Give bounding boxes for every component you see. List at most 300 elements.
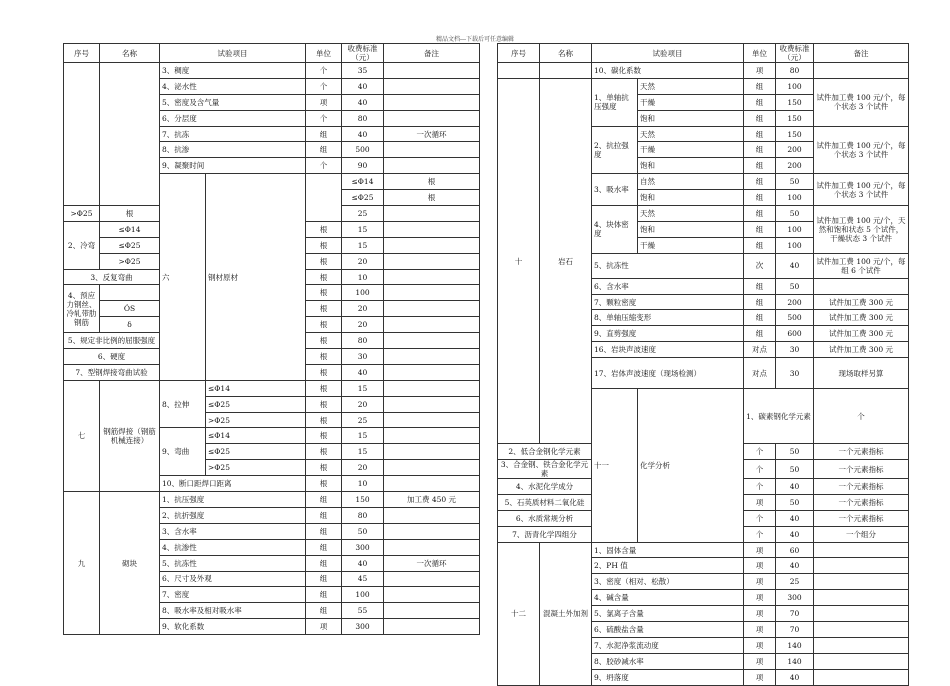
cell-fee: 150 <box>776 126 814 142</box>
cell-unit: 个 <box>744 510 776 526</box>
cell-remark: 加工费 450 元 <box>384 492 480 508</box>
cell-remark: 试件加工费 100 元/个，每个状态 3 个试件 <box>814 174 909 206</box>
cell-index: 7、型钢焊接弯曲试验 <box>64 364 160 380</box>
cell-unit: 根 <box>306 221 342 237</box>
cell-fee: 30 <box>342 349 384 365</box>
cell-fee: 40 <box>776 510 814 526</box>
cell-unit: 组 <box>306 603 342 619</box>
cell-item: 10、断口距焊口距离 <box>160 476 306 492</box>
cell-remark <box>384 603 480 619</box>
cell-fee: 300 <box>342 539 384 555</box>
cell-unit: 组 <box>744 174 776 190</box>
cell-unit: 根 <box>306 364 342 380</box>
cell-fee: 20 <box>342 301 384 317</box>
cell-unit: 组 <box>744 221 776 237</box>
cell-unit: 项 <box>744 542 776 558</box>
cell-item: 3、吸水率 <box>592 174 638 206</box>
cell-remark: 根 <box>384 174 480 190</box>
cell-fee: ≤Φ14 <box>342 174 384 190</box>
cell-item: 8、单轴压缩变形 <box>592 310 744 326</box>
cell-unit: 项 <box>744 622 776 638</box>
cell-fee: 80 <box>342 110 384 126</box>
cell-item: 6、含水率 <box>592 278 744 294</box>
cell-name: 混凝土外加剂 <box>540 542 592 685</box>
cell-index: 6、硬度 <box>64 349 160 365</box>
cell-fee: 70 <box>776 622 814 638</box>
header-index: 序号 <box>64 44 100 63</box>
cell-item: 5、抗冻性 <box>160 555 306 571</box>
cell-item: 5、氯离子含量 <box>592 606 744 622</box>
fee-table-left <box>63 43 480 635</box>
cell-unit: 根 <box>306 380 342 396</box>
cell-remark: 根 <box>384 190 480 206</box>
cell-fee: 150 <box>776 94 814 110</box>
cell-unit: 组 <box>306 142 342 158</box>
cell-unit: 个 <box>744 479 776 495</box>
cell-fee: 50 <box>776 174 814 190</box>
cell-fee: 50 <box>776 460 814 479</box>
cell-item: 8、拉伸 <box>160 380 206 428</box>
cell-fee: 80 <box>776 63 814 79</box>
cell-item: 3、含水率 <box>160 523 306 539</box>
cell-fee: 50 <box>776 206 814 222</box>
cell-item: 1、固体含量 <box>592 542 744 558</box>
cell-remark <box>814 542 909 558</box>
cell-fee: 100 <box>776 237 814 253</box>
cell-remark <box>814 606 909 622</box>
cell-fee: 25 <box>342 412 384 428</box>
cell-remark <box>384 110 480 126</box>
table-row <box>64 380 480 396</box>
cell-unit: 根 <box>306 333 342 349</box>
cell-unit: 个 <box>306 158 342 174</box>
cell-remark <box>384 253 480 269</box>
cell-remark <box>384 539 480 555</box>
cell-fee: 300 <box>776 590 814 606</box>
cell-item: 2、抗拉强度 <box>592 126 638 174</box>
cell-remark: 试件加工费 100 元/个，每组 6 个试件 <box>814 253 909 278</box>
header-fee: 收费标准 （元） <box>776 44 814 63</box>
fee-table-right <box>497 43 909 686</box>
cell-remark <box>384 396 480 412</box>
cell-remark <box>814 574 909 590</box>
page-header: 精品文档---下载后可任意编辑 <box>435 36 515 43</box>
cell-unit <box>306 174 342 222</box>
cell-fee: 500 <box>342 142 384 158</box>
cell-unit: 组 <box>744 237 776 253</box>
cell-item: 10、碳化系数 <box>592 63 744 79</box>
cell-item: 4、抗渗性 <box>160 539 306 555</box>
cell-fee: 150 <box>342 492 384 508</box>
cell-index: 6、水质常规分析 <box>498 510 592 526</box>
header-remark: 备注 <box>814 44 909 63</box>
cell-unit: 项 <box>744 558 776 574</box>
cell-subitem: 天然 <box>638 206 744 222</box>
cell-unit: 对点 <box>744 342 776 358</box>
cell-remark <box>384 507 480 523</box>
cell-index: 7、沥青化学四组分 <box>498 526 592 542</box>
cell-index: >Φ25 <box>64 206 100 222</box>
header-test-item: 试验项目 <box>160 44 306 63</box>
table-row <box>498 542 909 558</box>
cell-name <box>100 63 160 206</box>
cell-item: 16、岩块声波速度 <box>592 342 744 358</box>
cell-fee: 20 <box>342 317 384 333</box>
cell-unit: 个 <box>306 110 342 126</box>
cell-remark <box>384 333 480 349</box>
header-unit: 单位 <box>744 44 776 63</box>
cell-subitem: >Φ25 <box>206 412 306 428</box>
cell-subitem: 化学分析 <box>638 389 744 542</box>
cell-name: δ <box>100 317 160 333</box>
cell-unit: 个 <box>306 63 342 79</box>
cell-unit: 组 <box>744 78 776 94</box>
table-row <box>498 78 909 94</box>
cell-item: 4、泌水性 <box>160 78 306 94</box>
cell-subitem: 天然 <box>638 78 744 94</box>
cell-item: 6、尺寸及外观 <box>160 571 306 587</box>
cell-remark: 一个元素指标 <box>814 510 909 526</box>
cell-unit: 项 <box>744 590 776 606</box>
cell-remark <box>384 78 480 94</box>
cell-remark <box>384 523 480 539</box>
cell-index: 3、反复弯曲 <box>64 269 160 285</box>
cell-fee: 140 <box>776 637 814 653</box>
cell-item: 3、稠度 <box>160 63 306 79</box>
table-row <box>498 63 909 79</box>
cell-index: 2、冷弯 <box>64 221 100 269</box>
cell-fee: 40 <box>776 526 814 542</box>
cell-fee: 45 <box>342 571 384 587</box>
cell-name: 钢筋焊接（钢筋机械连接） <box>100 380 160 491</box>
cell-subitem: ≤Φ25 <box>206 444 306 460</box>
cell-unit: 组 <box>744 142 776 158</box>
header-name: 名称 <box>100 44 160 63</box>
cell-unit: 项 <box>306 94 342 110</box>
cell-name: 岩石 <box>540 78 592 443</box>
cell-index: 十 <box>498 78 540 443</box>
cell-remark <box>384 94 480 110</box>
cell-item: 7、水泥净浆流动度 <box>592 637 744 653</box>
cell-item: 9、坍落度 <box>592 669 744 685</box>
cell-unit: 根 <box>306 460 342 476</box>
cell-unit: 根 <box>306 476 342 492</box>
cell-remark: 试件加工费 300 元 <box>814 326 909 342</box>
cell-remark <box>814 590 909 606</box>
cell-subitem: 干燥 <box>638 94 744 110</box>
cell-unit: 次 <box>744 253 776 278</box>
cell-fee: 600 <box>776 326 814 342</box>
cell-unit: 根 <box>306 285 342 301</box>
cell-unit: 根 <box>306 412 342 428</box>
cell-fee: 50 <box>776 278 814 294</box>
cell-remark: 一个元素指标 <box>814 460 909 479</box>
cell-item: 5、密度及含气量 <box>160 94 306 110</box>
cell-remark <box>814 63 909 79</box>
cell-subitem: 饱和 <box>638 190 744 206</box>
cell-remark: 一个元素指标 <box>814 444 909 460</box>
cell-fee: 10 <box>342 269 384 285</box>
cell-item: 8、胶砂减水率 <box>592 653 744 669</box>
cell-name <box>540 63 592 79</box>
cell-unit: 组 <box>306 571 342 587</box>
cell-remark <box>384 571 480 587</box>
cell-remark: 一个组分 <box>814 526 909 542</box>
cell-index: 4、预应力钢丝、冷轧带肋钢筋 <box>64 285 100 333</box>
header-test-item: 试验项目 <box>592 44 744 63</box>
cell-item: 7、抗冻 <box>160 126 306 142</box>
cell-unit: 根 <box>306 317 342 333</box>
cell-unit: 项 <box>744 637 776 653</box>
cell-fee: 40 <box>776 558 814 574</box>
fee-table-left-body <box>64 63 480 635</box>
cell-subitem: 天然 <box>638 126 744 142</box>
cell-fee: 40 <box>776 479 814 495</box>
cell-fee: 20 <box>342 460 384 476</box>
cell-name: ÓS <box>100 301 160 317</box>
cell-remark: 一次循环 <box>384 555 480 571</box>
cell-fee: 30 <box>776 358 814 389</box>
cell-remark <box>814 558 909 574</box>
cell-unit: 根 <box>306 428 342 444</box>
cell-item: 9、弯曲 <box>160 428 206 476</box>
cell-unit: 项 <box>744 653 776 669</box>
cell-remark <box>384 587 480 603</box>
cell-unit: 1、碳素钢化学元素 <box>744 389 814 444</box>
cell-remark <box>384 349 480 365</box>
cell-remark <box>384 158 480 174</box>
cell-unit: 项 <box>744 669 776 685</box>
cell-item: 9、凝聚时间 <box>160 158 306 174</box>
cell-remark: 个 <box>814 389 909 444</box>
cell-subitem: 干燥 <box>638 237 744 253</box>
cell-name: 根 <box>100 206 160 222</box>
cell-unit: 个 <box>744 444 776 460</box>
cell-subitem: 饱和 <box>638 221 744 237</box>
cell-unit: 项 <box>744 494 776 510</box>
cell-item: 17、岩体声波速度（现场检测） <box>592 358 744 389</box>
cell-unit: 组 <box>306 126 342 142</box>
cell-unit: 组 <box>306 492 342 508</box>
cell-unit: 个 <box>744 526 776 542</box>
cell-fee: 40 <box>342 555 384 571</box>
cell-fee: 40 <box>342 78 384 94</box>
cell-unit: 组 <box>744 278 776 294</box>
cell-remark <box>384 460 480 476</box>
cell-unit: 根 <box>306 269 342 285</box>
cell-fee: 70 <box>776 606 814 622</box>
cell-index: 十二 <box>498 542 540 685</box>
table-row <box>64 492 480 508</box>
cell-name: ≤Φ25 <box>100 237 160 253</box>
cell-item: 9、直剪强度 <box>592 326 744 342</box>
cell-fee: 40 <box>776 669 814 685</box>
cell-fee: 50 <box>776 494 814 510</box>
cell-subitem: >Φ25 <box>206 460 306 476</box>
cell-subitem: 钢材原材 <box>206 174 306 381</box>
cell-unit: 根 <box>306 253 342 269</box>
cell-index: 5、规定非比例的屈服强度 <box>64 333 160 349</box>
cell-unit: 组 <box>306 555 342 571</box>
cell-remark <box>384 317 480 333</box>
cell-fee: 200 <box>776 158 814 174</box>
header-index: 序号 <box>498 44 540 63</box>
cell-fee: 20 <box>342 396 384 412</box>
cell-name: >Φ25 <box>100 253 160 269</box>
cell-fee: 60 <box>776 542 814 558</box>
cell-remark: 试件加工费 300 元 <box>814 342 909 358</box>
cell-item: 3、密度（相对、松散） <box>592 574 744 590</box>
cell-fee: 500 <box>776 310 814 326</box>
cell-unit: 根 <box>306 301 342 317</box>
cell-fee: 40 <box>776 253 814 278</box>
cell-index: 3、合金钢、铁合金化学元素 <box>498 460 592 479</box>
cell-remark <box>384 269 480 285</box>
cell-unit: 组 <box>306 539 342 555</box>
cell-remark <box>384 364 480 380</box>
cell-index <box>498 63 540 79</box>
cell-unit: 个 <box>306 78 342 94</box>
cell-item: 2、PH 值 <box>592 558 744 574</box>
cell-unit: 对点 <box>744 358 776 389</box>
cell-unit: 项 <box>306 619 342 635</box>
cell-unit: 组 <box>744 110 776 126</box>
cell-item: 8、抗渗 <box>160 142 306 158</box>
cell-item: 4、块体密度 <box>592 206 638 254</box>
cell-fee: 90 <box>342 158 384 174</box>
cell-fee: 25 <box>342 206 384 222</box>
cell-unit: 组 <box>744 310 776 326</box>
cell-remark: 一次循环 <box>384 126 480 142</box>
cell-unit: 组 <box>744 94 776 110</box>
cell-remark <box>384 412 480 428</box>
cell-item: 7、密度 <box>160 587 306 603</box>
cell-item: 4、碱含量 <box>592 590 744 606</box>
cell-unit: 个 <box>744 460 776 479</box>
table-row <box>64 63 480 79</box>
cell-unit: 组 <box>306 507 342 523</box>
cell-unit: 组 <box>306 587 342 603</box>
cell-remark: 试件加工费 100 元/个，天然和饱和状态 5 个试件，干燥状态 3 个试件 <box>814 206 909 254</box>
cell-item: 2、抗折强度 <box>160 507 306 523</box>
cell-remark: 一个元素指标 <box>814 494 909 510</box>
cell-item: 5、抗冻性 <box>592 253 744 278</box>
cell-fee: 80 <box>342 507 384 523</box>
cell-remark: 试件加工费 300 元 <box>814 294 909 310</box>
cell-name: ≤Φ14 <box>100 221 160 237</box>
cell-remark <box>384 63 480 79</box>
cell-remark <box>384 206 480 222</box>
cell-fee: 15 <box>342 428 384 444</box>
cell-fee: 15 <box>342 444 384 460</box>
cell-unit: 根 <box>306 349 342 365</box>
cell-remark <box>384 301 480 317</box>
cell-index: 七 <box>64 380 100 491</box>
cell-remark <box>384 142 480 158</box>
cell-unit: 根 <box>306 396 342 412</box>
cell-fee: 35 <box>342 63 384 79</box>
header-fee: 收费标准 （元） <box>342 44 384 63</box>
cell-fee: 100 <box>342 285 384 301</box>
cell-fee: 55 <box>342 603 384 619</box>
cell-fee: 15 <box>342 380 384 396</box>
cell-name <box>100 285 160 301</box>
cell-item: 1、单轴抗压强度 <box>592 78 638 126</box>
cell-fee: 150 <box>776 110 814 126</box>
cell-fee: 100 <box>776 78 814 94</box>
cell-fee: 140 <box>776 653 814 669</box>
cell-fee: ≤Φ25 <box>342 190 384 206</box>
cell-remark <box>384 285 480 301</box>
cell-remark: 试件加工费 100 元/个，每个状态 3 个试件 <box>814 126 909 174</box>
cell-remark <box>384 444 480 460</box>
cell-fee: 200 <box>776 142 814 158</box>
cell-fee: 15 <box>342 237 384 253</box>
cell-fee: 10 <box>342 476 384 492</box>
cell-remark <box>814 637 909 653</box>
cell-item: 十一 <box>592 389 638 542</box>
cell-remark: 现场取样另算 <box>814 358 909 389</box>
cell-remark: 试件加工费 300 元 <box>814 310 909 326</box>
cell-fee: 40 <box>342 94 384 110</box>
cell-name: 砌块 <box>100 492 160 635</box>
cell-unit: 组 <box>744 206 776 222</box>
cell-item: 8、吸水率及相对吸水率 <box>160 603 306 619</box>
cell-fee: 40 <box>342 126 384 142</box>
cell-remark <box>384 221 480 237</box>
cell-item: 六 <box>160 174 206 381</box>
cell-subitem: ≤Φ14 <box>206 428 306 444</box>
cell-unit: 组 <box>744 326 776 342</box>
header-unit: 单位 <box>306 44 342 63</box>
cell-unit: 组 <box>744 294 776 310</box>
cell-fee: 100 <box>776 221 814 237</box>
header-name: 名称 <box>540 44 592 63</box>
cell-fee: 40 <box>342 364 384 380</box>
cell-item: 7、颗粒密度 <box>592 294 744 310</box>
cell-remark <box>384 237 480 253</box>
fee-table-right-body <box>498 63 909 686</box>
cell-item: 1、抗压强度 <box>160 492 306 508</box>
header-remark: 备注 <box>384 44 480 63</box>
cell-subitem: 自然 <box>638 174 744 190</box>
cell-index: 2、低合金钢化学元素 <box>498 444 592 460</box>
cell-item: 9、软化系数 <box>160 619 306 635</box>
cell-index: 5、石英质材料二氧化硅 <box>498 494 592 510</box>
cell-remark: 一个元素指标 <box>814 479 909 495</box>
cell-unit: 根 <box>306 237 342 253</box>
cell-unit: 项 <box>744 606 776 622</box>
cell-remark <box>814 622 909 638</box>
cell-unit: 组 <box>306 523 342 539</box>
cell-remark <box>384 619 480 635</box>
cell-fee: 50 <box>776 444 814 460</box>
cell-subitem: 干燥 <box>638 142 744 158</box>
cell-fee: 15 <box>342 221 384 237</box>
cell-fee: 200 <box>776 294 814 310</box>
cell-unit: 组 <box>744 126 776 142</box>
cell-subitem: ≤Φ25 <box>206 396 306 412</box>
cell-item: 6、硫酸盐含量 <box>592 622 744 638</box>
cell-subitem: 饱和 <box>638 110 744 126</box>
cell-remark <box>814 653 909 669</box>
cell-index <box>64 63 100 206</box>
cell-unit: 根 <box>306 444 342 460</box>
cell-fee: 25 <box>776 574 814 590</box>
cell-fee: 100 <box>776 190 814 206</box>
cell-unit: 组 <box>744 190 776 206</box>
cell-remark <box>384 428 480 444</box>
